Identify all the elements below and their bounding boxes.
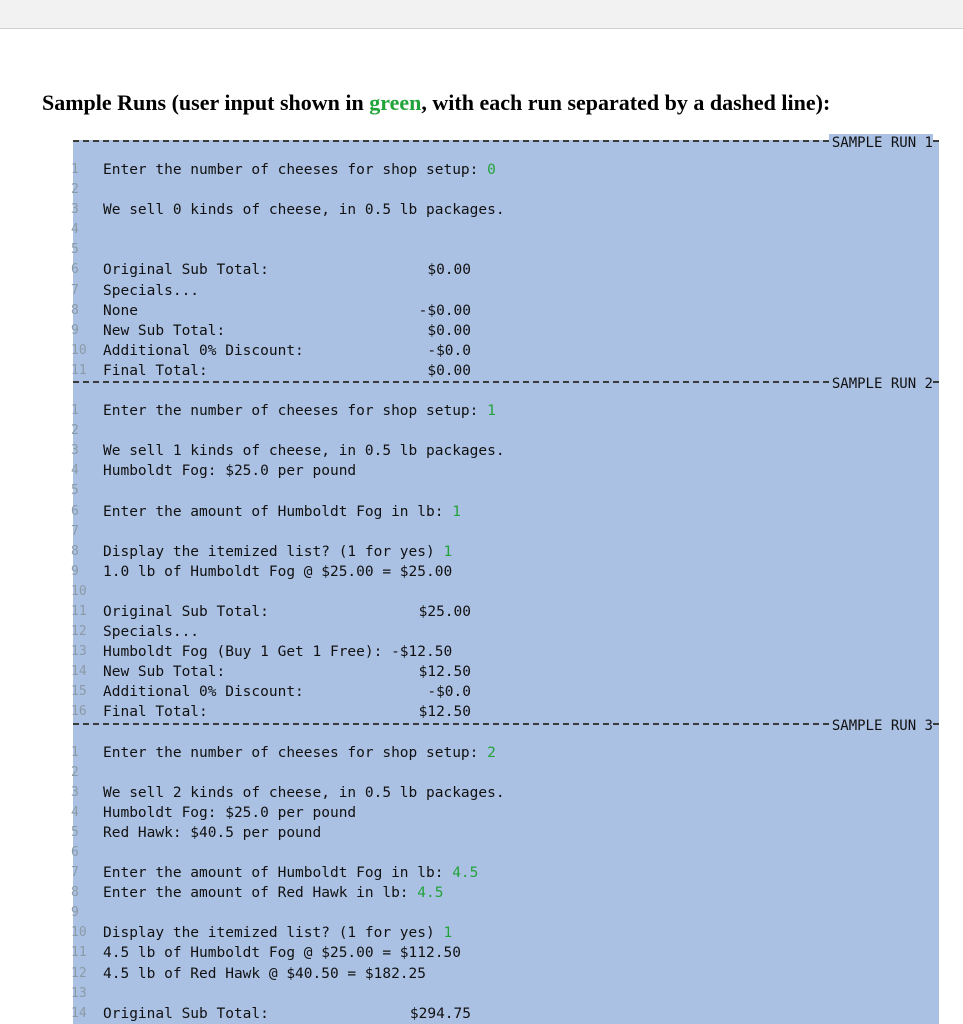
line-number: 7 [71,282,79,298]
dashed-separator [73,376,939,401]
amount-value: $0.00 [427,322,471,339]
user-input-value: 1 [452,503,461,520]
console-output-text [103,823,321,843]
console-output-text [103,341,304,361]
console-line [73,602,939,622]
console-line [73,783,939,803]
line-number: 6 [71,503,79,519]
console-line [73,481,939,501]
line-number: 5 [71,824,79,840]
dashed-separator [73,135,939,160]
console-line [73,702,939,722]
console-output-text [103,1004,269,1024]
line-number: 1 [71,403,79,419]
console-output-text [103,923,452,943]
line-number: 7 [71,865,79,881]
output-text: Humboldt Fog: $25.0 per pound [103,804,357,821]
console-line [73,220,939,240]
line-number: 2 [71,764,79,780]
amount-value: -$0.00 [418,302,471,319]
console-line [73,923,939,943]
line-number: 9 [71,905,79,921]
console-line [73,200,939,220]
dashed-separator [73,717,939,743]
console-line [73,863,939,883]
console-line [73,301,939,321]
output-text: Enter the number of cheeses for shop setup: [103,162,488,178]
sample-run-label: SAMPLE RUN 3 [829,717,933,735]
output-text: Enter the number of cheeses for shop setup: [103,403,488,420]
output-text: Final Total: [103,704,208,721]
output-text: Enter the number of cheeses for shop setup: [103,744,488,761]
output-text: Original Sub Total: [103,1005,269,1022]
sample-run-block [71,717,939,1024]
console-line [73,943,939,963]
amount-value: $0.00 [427,262,471,279]
line-number: 7 [71,523,79,539]
line-number: 5 [71,242,79,258]
user-input-value: 0 [487,162,496,178]
console-line [73,622,939,642]
output-text: Specials... [103,624,200,641]
console-output-text [103,321,225,341]
output-text: Specials... [103,282,200,299]
console-output-text [103,783,505,803]
console-output-text [103,964,426,984]
line-number: 8 [71,302,79,318]
user-input-value: 1 [443,543,453,560]
line-number: 15 [71,684,87,700]
output-text: Display the itemized list? (1 for yes) [103,925,444,942]
sample-run-label: SAMPLE RUN 1 [829,134,933,152]
console-line [73,843,939,863]
console-line [73,522,939,542]
sample-run-block [71,135,939,381]
console-line [73,1004,939,1024]
line-number: 2 [71,423,79,439]
line-number: 13 [71,644,87,660]
top-toolbar [0,0,963,29]
console-line [73,461,939,481]
output-text: Enter the amount of Red Hawk in lb: [103,885,418,902]
console-output-text [103,602,269,622]
console-line [73,542,939,562]
line-number: 14 [71,664,87,680]
console-line [73,441,939,461]
console-line [73,160,939,180]
console-output-text [103,943,461,963]
console-output-text [103,361,208,381]
line-number: 5 [71,483,79,499]
console-line [73,903,939,923]
page-heading [42,90,942,116]
console-output-text [103,803,356,823]
line-number: 6 [71,262,79,278]
console-line [73,260,939,280]
line-number: 3 [71,202,79,218]
console-line [73,662,939,682]
console-line [73,341,939,361]
line-number: 12 [71,965,87,981]
console-line [73,743,939,763]
console-line [73,401,939,421]
heading-suffix: , with each run separated by a dashed line): [421,90,831,115]
amount-value: $294.75 [409,1005,471,1022]
heading-prefix: Sample Runs (user input shown in [42,90,370,115]
output-text: We sell 0 kinds of cheese, in 0.5 lb packages. [103,202,505,219]
console-line [73,823,939,843]
console-line [73,361,939,381]
amount-value: -$0.0 [427,342,471,359]
console-output-text [103,562,452,582]
console-output-text [103,502,461,522]
line-number: 10 [71,342,87,358]
console-output-text [103,401,496,421]
console-output-text [103,682,304,702]
console-output-text [103,301,138,321]
console-line [73,321,939,341]
output-text: Final Total: [103,362,208,379]
line-number: 6 [71,845,79,860]
line-number: 4 [71,804,79,820]
user-input-value: 4.5 [417,885,444,902]
line-number: 9 [71,563,79,579]
output-text: Red Hawk: $40.5 per pound [103,824,322,841]
line-number: 11 [71,603,87,619]
heading-green-word: green [369,90,422,115]
line-number: 11 [71,945,87,961]
output-text: New Sub Total: [103,322,226,339]
console-line [73,803,939,823]
amount-value: $12.50 [418,664,471,681]
line-number: 4 [71,463,79,479]
sample-run-label: SAMPLE RUN 2 [829,375,933,393]
console-output-text [103,441,505,461]
amount-value: $12.50 [418,704,471,721]
sample-runs-panel [71,135,939,1024]
line-number: 8 [71,885,79,901]
output-text: Original Sub Total: [103,603,269,620]
console-line [73,582,939,602]
console-output-text [103,622,199,642]
console-line [73,763,939,783]
output-text: 4.5 lb of Humboldt Fog @ $25.00 = $112.50 [103,945,461,962]
output-text: 4.5 lb of Red Hawk @ $40.50 = $182.25 [103,965,427,982]
console-output-text [103,260,269,280]
user-input-value: 1 [443,925,453,942]
console-output-text [103,743,496,763]
console-line [73,240,939,260]
console-output-text [103,883,443,903]
console-output-text [103,702,208,722]
line-number: 12 [71,624,87,640]
sample-run-block [71,376,939,723]
output-text: Additional 0% Discount: [103,684,304,701]
line-number: 9 [71,322,79,338]
console-output-text [103,281,199,301]
line-number: 13 [71,985,87,1001]
console-line [73,682,939,702]
line-number: 11 [71,362,87,378]
output-text: Enter the amount of Humboldt Fog in lb: [103,503,453,520]
line-number: 16 [71,704,87,720]
output-text: None [103,302,138,319]
console-line [73,180,939,200]
line-number: 8 [71,543,79,559]
console-output-text [103,863,478,883]
console-line [73,421,939,441]
console-line [73,281,939,301]
output-text: Additional 0% Discount: [103,342,304,359]
console-output-text [103,461,356,481]
console-line [73,502,939,522]
user-input-value: 2 [487,744,496,761]
line-number: 1 [71,744,79,760]
output-text: Enter the amount of Humboldt Fog in lb: [103,865,453,882]
amount-value: $0.00 [427,362,471,379]
line-number: 2 [71,182,79,198]
console-line [73,562,939,582]
line-number: 3 [71,784,79,800]
user-input-value: 4.5 [452,865,479,882]
console-line [73,984,939,1004]
output-text: Display the itemized list? (1 for yes) [103,543,444,560]
line-number: 1 [71,162,79,177]
console-line [73,642,939,662]
console-output-text [103,662,225,682]
output-text: Humboldt Fog (Buy 1 Get 1 Free): -$12.50 [103,644,453,661]
console-output-text [103,642,452,662]
console-output-text [103,200,505,220]
line-number: 3 [71,443,79,459]
output-text: We sell 2 kinds of cheese, in 0.5 lb packages. [103,784,505,801]
amount-value: -$0.0 [427,684,471,701]
output-text: Original Sub Total: [103,262,269,279]
console-output-text [103,542,452,562]
amount-value: $25.00 [418,603,471,620]
line-number: 14 [71,1005,87,1021]
line-number: 10 [71,925,87,941]
output-text: 1.0 lb of Humboldt Fog @ $25.00 = $25.00 [103,563,453,580]
line-number: 4 [71,222,79,238]
line-number: 10 [71,583,87,599]
output-text: Humboldt Fog: $25.0 per pound [103,463,357,480]
console-line [73,964,939,984]
console-line [73,883,939,903]
output-text: New Sub Total: [103,664,226,681]
user-input-value: 1 [487,403,496,420]
output-text: We sell 1 kinds of cheese, in 0.5 lb packages. [103,443,505,460]
console-output-text [103,160,496,180]
